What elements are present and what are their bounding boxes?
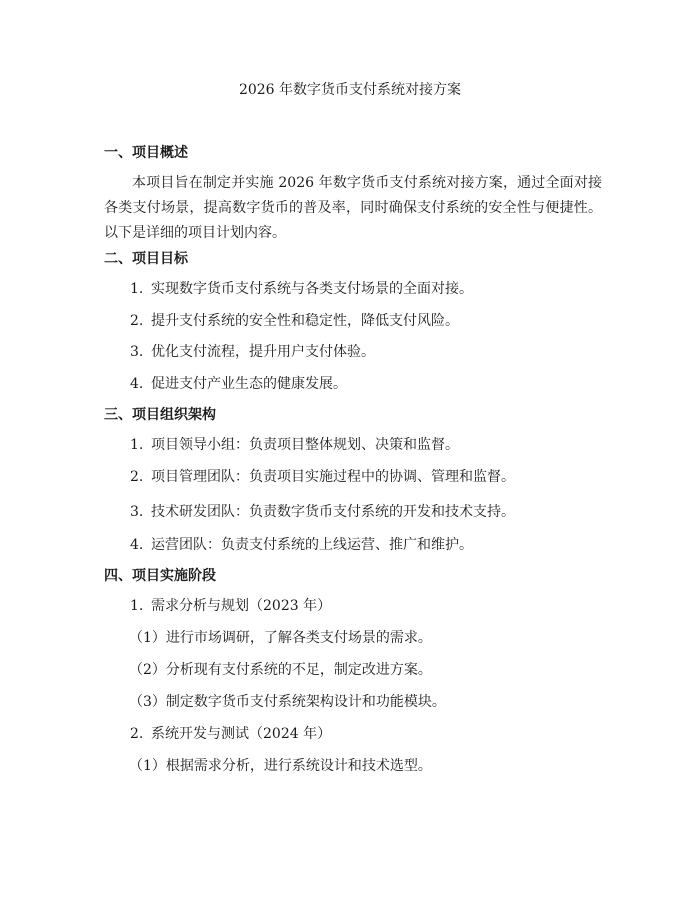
list-number: 1. [130, 437, 144, 453]
list-number: 4. [130, 537, 144, 553]
list-text: 实现数字货币支付系统与各类支付场景的全面对接。 [151, 281, 473, 297]
list-number: 3. [130, 504, 144, 520]
list-number: 2. [130, 726, 144, 742]
list-number: 1. [130, 598, 144, 614]
section-heading-organization: 三、项目组织架构 [104, 407, 216, 423]
list-text: 促进支付产业生态的健康发展。 [151, 376, 347, 392]
list-item [130, 467, 515, 487]
section-heading-goals: 二、项目目标 [104, 251, 188, 267]
list-item [130, 374, 347, 394]
phase-text: 需求分析与规划（2023 年） [151, 598, 332, 614]
list-text: 提升支付系统的安全性和稳定性，降低支付风险。 [151, 313, 459, 329]
sub-item: （3）制定数字货币支付系统架构设计和功能模块。 [129, 694, 446, 710]
list-item [130, 435, 459, 455]
list-number: 3. [130, 344, 144, 360]
sub-item: （1）进行市场调研，了解各类支付场景的需求。 [129, 630, 432, 646]
phase-item [130, 724, 331, 744]
document-title: 2026 年数字货币支付系统对接方案 [238, 82, 462, 98]
sub-item: （2）分析现有支付系统的不足，制定改进方案。 [129, 662, 432, 678]
list-text: 技术研发团队：负责数字货币支付系统的开发和技术支持。 [151, 504, 515, 520]
phase-text: 系统开发与测试（2024 年） [151, 726, 332, 742]
list-text: 项目管理团队：负责项目实施过程中的协调、管理和监督。 [151, 469, 515, 485]
list-item [130, 311, 459, 331]
list-text: 运营团队：负责支付系统的上线运营、推广和维护。 [151, 537, 473, 553]
phase-item [130, 596, 331, 616]
list-number: 4. [130, 376, 144, 392]
section-heading-phases: 四、项目实施阶段 [104, 568, 216, 584]
list-text: 项目领导小组：负责项目整体规划、决策和监督。 [151, 437, 459, 453]
overview-paragraph: 本项目旨在制定并实施 2026 年数字货币支付系统对接方案，通过全面对接各类支付场景，提高数字货币的普及率，同时确保支付系统的安全性与便捷性。以下是详细的项目计划内容。 [104, 175, 602, 241]
list-item [130, 502, 515, 522]
list-text: 优化支付流程，提升用户支付体验。 [151, 344, 375, 360]
list-number: 1. [130, 281, 144, 297]
list-number: 2. [130, 313, 144, 329]
list-item [130, 279, 473, 299]
list-item [130, 342, 375, 362]
list-item [130, 535, 473, 555]
list-number: 2. [130, 469, 144, 485]
section-heading-overview: 一、项目概述 [104, 145, 188, 161]
sub-item: （1）根据需求分析，进行系统设计和技术选型。 [129, 758, 432, 774]
